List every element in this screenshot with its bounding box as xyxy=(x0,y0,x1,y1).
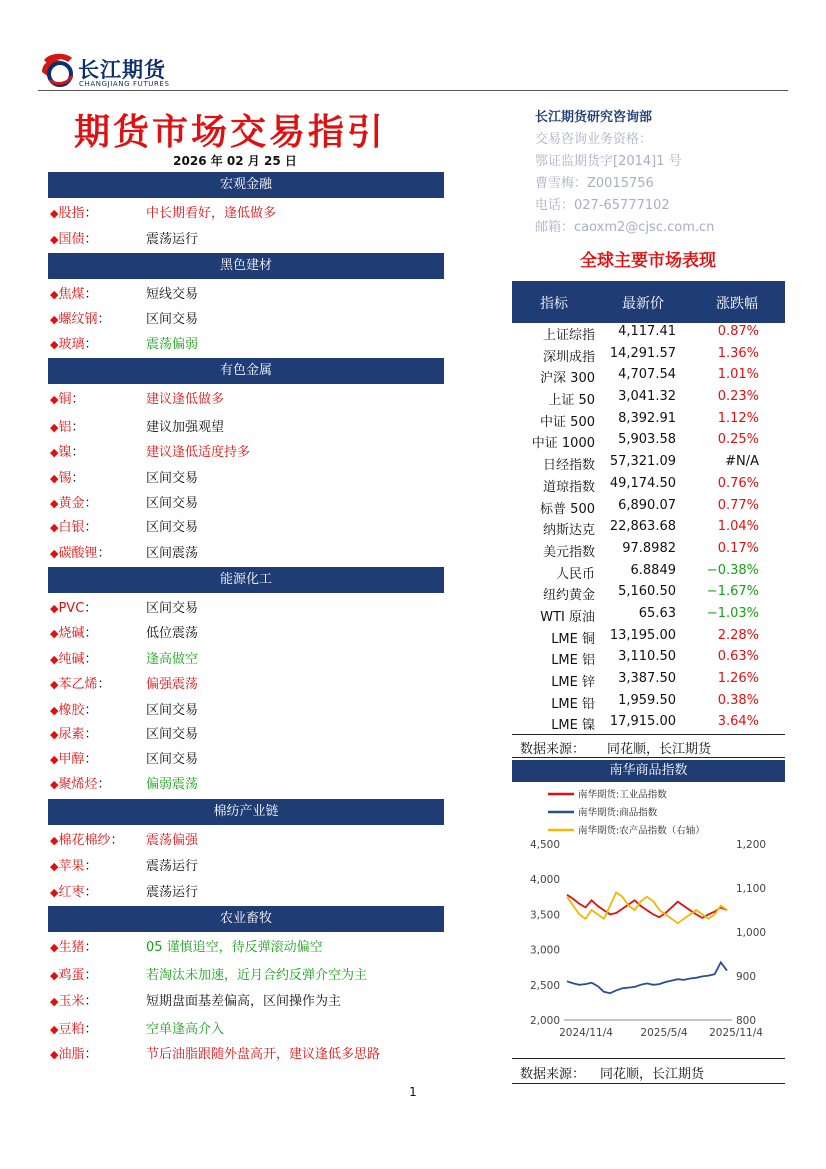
y-tick-left: 2,000 xyxy=(529,1015,560,1027)
market-change: 1.12% xyxy=(717,410,759,426)
commodity-name: 烧碱 xyxy=(58,626,85,641)
diamond-bullet-icon: ◆ xyxy=(50,338,59,351)
y-tick-right: 1,000 xyxy=(736,927,767,939)
diamond-bullet-icon: ◆ xyxy=(50,207,59,220)
market-index-name: 人民币 xyxy=(555,566,595,582)
commodity-view: 建议逢低做多 xyxy=(146,392,225,407)
contact-qualification: 交易咨询业务资格： xyxy=(535,132,653,147)
commodity-view: 偏强震荡 xyxy=(146,677,199,692)
y-tick-left: 4,500 xyxy=(529,839,560,851)
guidance-row xyxy=(48,964,444,990)
guidance-row xyxy=(48,388,444,416)
market-price: 6,890.07 xyxy=(618,497,676,513)
commodity-name: 红枣 xyxy=(58,885,85,900)
guidance-row xyxy=(48,855,444,881)
diamond-bullet-icon: ◆ xyxy=(50,995,59,1008)
commodity-view: 中长期看好，逢低做多 xyxy=(146,206,277,221)
market-change: 3.64% xyxy=(717,714,759,730)
nanhua-chart xyxy=(512,782,785,1057)
commodity-view: 05 谨慎追空，待反弹滚动偏空 xyxy=(146,940,323,955)
commodity-name: 鸡蛋 xyxy=(58,968,85,983)
guidance-row xyxy=(48,308,444,333)
y-tick-right: 800 xyxy=(736,1015,757,1027)
commodity-name: 碳酸锂 xyxy=(58,546,98,561)
col-header-change: 涨跌幅 xyxy=(716,296,758,312)
diamond-bullet-icon: ◆ xyxy=(50,472,59,485)
commodity-name: 焦煤 xyxy=(58,287,85,302)
y-tick-left: 2,500 xyxy=(529,979,560,992)
guidance-row xyxy=(48,936,444,964)
market-row xyxy=(512,496,785,518)
market-price: 5,160.50 xyxy=(618,584,676,600)
commodity-name: 油脂 xyxy=(58,1047,85,1062)
commodity-name: 苯乙烯 xyxy=(58,677,98,692)
market-index-name: 美元指数 xyxy=(542,544,595,560)
contact-analyst: 曹雪梅：Z0015756 xyxy=(535,176,654,191)
guidance-row xyxy=(48,622,444,648)
market-index-name: 标普 500 xyxy=(540,501,595,517)
market-index-name: 中证 1000 xyxy=(531,436,595,452)
x-tick: 2025/11/4 xyxy=(709,1027,763,1039)
market-row xyxy=(512,604,785,626)
guidance-row xyxy=(48,990,444,1018)
market-price: 6.8849 xyxy=(630,562,676,578)
header-divider xyxy=(38,90,788,91)
commodity-view: 区间交易 xyxy=(146,703,199,718)
report-date: 2026 年 02 月 25 日 xyxy=(173,154,297,168)
diamond-bullet-icon: ◆ xyxy=(50,446,59,459)
market-row xyxy=(512,582,785,604)
y-tick-left: 4,000 xyxy=(529,874,560,887)
market-change: −1.67% xyxy=(706,584,759,600)
market-title: 全球主要市场表现 xyxy=(580,251,716,271)
commodity-label: ◆尿素： xyxy=(50,727,98,742)
guidance-row xyxy=(48,416,444,441)
diamond-bullet-icon: ◆ xyxy=(50,1023,59,1036)
chart-source xyxy=(512,1058,785,1084)
guidance-row xyxy=(48,228,444,253)
brand-name-en: CHANGJIANG FUTURES xyxy=(79,80,170,88)
commodity-view: 节后油脂跟随外盘高开，建议逢低多思路 xyxy=(146,1047,381,1062)
market-change: 0.38% xyxy=(717,692,759,708)
guidance-row xyxy=(48,467,444,492)
section-header: 黑色建材 xyxy=(48,253,444,279)
diamond-bullet-icon: ◆ xyxy=(50,678,59,691)
section-header: 有色金属 xyxy=(48,358,444,384)
commodity-name: 股指 xyxy=(58,206,85,221)
market-row xyxy=(512,539,785,561)
market-index-name: WTI 原油 xyxy=(540,609,595,625)
guidance-row xyxy=(48,597,444,622)
commodity-name: 生猪 xyxy=(58,940,85,955)
commodity-label: ◆玻璃： xyxy=(50,337,98,352)
commodity-view: 短线交易 xyxy=(146,287,199,302)
market-index-name: 上证综指 xyxy=(542,328,595,343)
commodity-view: 区间交易 xyxy=(146,752,199,767)
market-change: 0.63% xyxy=(717,649,759,665)
commodity-view: 区间交易 xyxy=(146,601,199,616)
market-price: 3,110.50 xyxy=(618,649,676,665)
commodity-label: ◆豆粕： xyxy=(50,1022,98,1037)
market-index-name: 纳斯达克 xyxy=(542,523,595,539)
commodity-name: 纯碱 xyxy=(58,652,85,667)
commodity-name: 尿素 xyxy=(58,727,85,742)
market-row xyxy=(512,322,785,344)
market-row xyxy=(512,669,785,691)
department-name: 长江期货研究咨询部 xyxy=(535,110,653,125)
y-tick-left: 3,500 xyxy=(529,909,560,922)
diamond-bullet-icon: ◆ xyxy=(50,288,59,301)
market-index-name: 纽约黄金 xyxy=(542,588,595,604)
source-label: 数据来源： xyxy=(520,742,586,757)
diamond-bullet-icon: ◆ xyxy=(50,393,59,406)
guidance-row xyxy=(48,441,444,467)
market-price: 22,863.68 xyxy=(609,519,676,535)
market-table xyxy=(512,322,785,734)
commodity-name: 国债 xyxy=(58,232,85,247)
commodity-label: ◆焦煤： xyxy=(50,287,98,302)
commodity-view: 区间交易 xyxy=(146,312,199,327)
market-index-name: LME 锌 xyxy=(551,675,595,690)
diamond-bullet-icon: ◆ xyxy=(50,421,59,434)
commodity-name: 豆粕 xyxy=(58,1022,85,1037)
market-price: 3,041.32 xyxy=(618,389,676,405)
commodity-view: 区间震荡 xyxy=(146,546,199,561)
guidance-row xyxy=(48,333,444,358)
market-index-name: 沪深 300 xyxy=(540,371,595,387)
commodity-view: 区间交易 xyxy=(146,520,199,535)
diamond-bullet-icon: ◆ xyxy=(50,521,59,534)
commodity-label: ◆聚烯烃： xyxy=(50,777,111,792)
section-header: 能源化工 xyxy=(48,567,444,593)
commodity-view: 若淘汰未加速，近月合约反弹介空为主 xyxy=(146,968,368,983)
market-change: 0.17% xyxy=(717,540,759,556)
source-value: 同花顺，长江期货 xyxy=(607,742,712,757)
guidance-row xyxy=(48,648,444,673)
legend-entry: 南华期货:农产品指数（右轴） xyxy=(578,825,705,837)
diamond-bullet-icon: ◆ xyxy=(50,653,59,666)
commodity-label: ◆生猪： xyxy=(50,940,98,955)
diamond-bullet-icon: ◆ xyxy=(50,969,59,982)
commodity-name: 苹果 xyxy=(58,859,85,874)
market-row xyxy=(512,517,785,539)
commodity-name: 棉花棉纱 xyxy=(58,833,111,848)
market-change: 1.36% xyxy=(717,345,759,361)
commodity-label: ◆棉花棉纱： xyxy=(50,833,124,848)
market-price: 8,392.91 xyxy=(618,410,676,426)
commodity-label: ◆红枣： xyxy=(50,885,98,900)
diamond-bullet-icon: ◆ xyxy=(50,860,59,873)
commodity-label: ◆螺纹钢： xyxy=(50,312,111,327)
market-change: 0.76% xyxy=(717,475,759,491)
market-change: 0.87% xyxy=(717,324,759,339)
y-tick-right: 1,100 xyxy=(736,883,767,895)
diamond-bullet-icon: ◆ xyxy=(50,313,59,326)
commodity-name: PVC xyxy=(58,601,85,616)
commodity-view: 震荡运行 xyxy=(146,885,199,900)
series-line xyxy=(567,962,727,993)
market-row xyxy=(512,452,785,474)
market-index-name: 深圳成指 xyxy=(542,349,595,365)
commodity-name: 螺纹钢 xyxy=(58,312,98,327)
diamond-bullet-icon: ◆ xyxy=(50,941,59,954)
commodity-view: 震荡偏强 xyxy=(146,833,199,848)
commodity-view: 短期盘面基差偏高，区间操作为主 xyxy=(146,994,342,1009)
commodity-label: ◆白银： xyxy=(50,520,98,535)
market-price: 4,117.41 xyxy=(618,324,676,339)
diamond-bullet-icon: ◆ xyxy=(50,233,59,246)
commodity-view: 震荡运行 xyxy=(146,859,199,874)
diamond-bullet-icon: ◆ xyxy=(50,547,59,560)
market-price: 57,321.09 xyxy=(609,454,676,470)
brand-name: 长江期货 xyxy=(78,58,166,82)
chart-source-value: 同花顺，长江期货 xyxy=(600,1067,705,1082)
guidance-row xyxy=(48,829,444,855)
commodity-label: ◆国债： xyxy=(50,232,98,247)
market-index-name: LME 铝 xyxy=(551,653,595,669)
commodity-label: ◆烧碱： xyxy=(50,626,98,641)
commodity-view: 区间交易 xyxy=(146,496,199,511)
commodity-label: ◆铝： xyxy=(50,420,85,435)
commodity-view: 区间交易 xyxy=(146,727,199,742)
guidance-row xyxy=(48,542,444,567)
diamond-bullet-icon: ◆ xyxy=(50,886,59,899)
diamond-bullet-icon: ◆ xyxy=(50,627,59,640)
commodity-label: ◆纯碱： xyxy=(50,652,98,667)
company-logo xyxy=(38,48,208,92)
market-price: 14,291.57 xyxy=(609,345,676,361)
diamond-bullet-icon: ◆ xyxy=(50,704,59,717)
section-header: 农业畜牧 xyxy=(48,906,444,932)
commodity-label: ◆碳酸锂： xyxy=(50,546,111,561)
commodity-view: 逢高做空 xyxy=(146,652,199,667)
contact-phone: 电话：027-65777102 xyxy=(535,198,670,213)
market-row xyxy=(512,647,785,669)
commodity-label: ◆股指： xyxy=(50,206,98,221)
diamond-bullet-icon: ◆ xyxy=(50,728,59,741)
market-table-header xyxy=(512,281,785,323)
commodity-name: 锡 xyxy=(58,471,72,486)
commodity-label: ◆甲醇： xyxy=(50,752,98,767)
legend-entry: 南华期货:商品指数 xyxy=(578,807,658,819)
market-price: 65.63 xyxy=(638,605,676,621)
market-row xyxy=(512,365,785,387)
legend-entry: 南华期货:工业品指数 xyxy=(578,789,667,801)
market-index-name: LME 镍 xyxy=(551,718,595,734)
diamond-bullet-icon: ◆ xyxy=(50,834,59,847)
commodity-name: 铜 xyxy=(58,392,72,407)
commodity-name: 铝 xyxy=(58,420,72,435)
market-row xyxy=(512,387,785,409)
section-header: 棉纺产业链 xyxy=(48,799,444,825)
x-tick: 2025/5/4 xyxy=(640,1027,688,1039)
commodity-name: 聚烯烃 xyxy=(58,777,98,792)
commodity-name: 玉米 xyxy=(58,994,85,1009)
market-index-name: 中证 500 xyxy=(540,414,595,430)
contact-email: 邮箱：caoxm2@cjsc.com.cn xyxy=(535,220,715,235)
commodity-label: ◆锡： xyxy=(50,471,85,486)
commodity-name: 镍 xyxy=(58,445,72,460)
diamond-bullet-icon: ◆ xyxy=(50,497,59,510)
market-change: −0.38% xyxy=(706,562,759,578)
market-row xyxy=(512,409,785,431)
guidance-row xyxy=(48,773,444,799)
guidance-row xyxy=(48,1043,444,1068)
diamond-bullet-icon: ◆ xyxy=(50,602,59,615)
market-price: 17,915.00 xyxy=(609,714,676,730)
contact-license: 鄂证监期货字[2014]1 号 xyxy=(535,154,682,169)
nanhua-header: 南华商品指数 xyxy=(512,760,785,782)
market-change: −1.03% xyxy=(706,605,759,621)
guidance-row xyxy=(48,723,444,748)
commodity-name: 橡胶 xyxy=(58,703,85,718)
commodity-name: 黄金 xyxy=(58,496,85,511)
commodity-name: 玻璃 xyxy=(58,337,85,352)
market-row xyxy=(512,626,785,648)
guidance-row xyxy=(48,283,444,308)
commodity-label: ◆油脂： xyxy=(50,1047,98,1062)
market-row xyxy=(512,344,785,366)
guidance-row xyxy=(48,881,444,906)
guidance-row xyxy=(48,699,444,723)
col-header-index: 指标 xyxy=(540,296,568,312)
commodity-label: ◆铜： xyxy=(50,392,85,407)
market-index-name: 上证 50 xyxy=(548,393,595,409)
commodity-label: ◆PVC： xyxy=(50,601,98,616)
commodity-view: 震荡运行 xyxy=(146,232,199,247)
guidance-row xyxy=(48,516,444,542)
y-tick-left: 3,000 xyxy=(529,944,560,957)
page-number: 1 xyxy=(409,1085,417,1099)
y-tick-right: 1,200 xyxy=(736,839,767,851)
market-change: 0.77% xyxy=(717,497,759,513)
commodity-view: 震荡偏弱 xyxy=(146,337,199,352)
guidance-row xyxy=(48,673,444,699)
commodity-label: ◆黄金： xyxy=(50,496,98,511)
market-change: 0.25% xyxy=(717,432,759,448)
guidance-panel xyxy=(48,172,444,1068)
market-price: 97.8982 xyxy=(622,540,676,556)
commodity-name: 甲醇 xyxy=(58,752,85,767)
commodity-view: 低位震荡 xyxy=(146,626,199,641)
guidance-row xyxy=(48,492,444,516)
page-title: 期货市场交易指引 xyxy=(73,112,386,153)
chart-source-label: 数据来源： xyxy=(520,1067,586,1082)
guidance-row xyxy=(48,202,444,228)
section-header: 宏观金融 xyxy=(48,172,444,198)
market-row xyxy=(512,561,785,583)
market-price: 3,387.50 xyxy=(618,671,676,686)
x-tick: 2024/11/4 xyxy=(559,1027,613,1039)
commodity-view: 建议加强观望 xyxy=(146,420,225,435)
market-change: 0.23% xyxy=(717,389,759,405)
market-price: 4,707.54 xyxy=(618,367,676,383)
commodity-view: 空单逢高介入 xyxy=(146,1022,225,1037)
commodity-label: ◆苯乙烯： xyxy=(50,677,111,692)
market-index-name: 日经指数 xyxy=(542,458,595,474)
market-index-name: LME 铅 xyxy=(551,696,595,712)
market-change: 1.26% xyxy=(717,671,759,686)
market-index-name: 道琼指数 xyxy=(542,479,595,495)
y-tick-right: 900 xyxy=(736,971,757,983)
market-price: 5,903.58 xyxy=(618,432,676,448)
col-header-price: 最新价 xyxy=(622,296,664,312)
market-change: 2.28% xyxy=(717,627,759,643)
guidance-row xyxy=(48,1018,444,1043)
commodity-view: 建议逢低适度持多 xyxy=(146,445,251,460)
diamond-bullet-icon: ◆ xyxy=(50,1048,59,1061)
market-change: #N/A xyxy=(725,454,759,470)
guidance-row xyxy=(48,748,444,773)
diamond-bullet-icon: ◆ xyxy=(50,753,59,766)
commodity-label: ◆镍： xyxy=(50,445,85,460)
commodity-label: ◆苹果： xyxy=(50,859,98,874)
diamond-bullet-icon: ◆ xyxy=(50,778,59,791)
commodity-name: 白银 xyxy=(58,520,85,535)
market-change: 1.04% xyxy=(717,519,759,535)
commodity-view: 偏弱震荡 xyxy=(146,777,199,792)
market-row xyxy=(512,712,785,734)
market-change: 1.01% xyxy=(717,367,759,383)
commodity-label: ◆橡胶： xyxy=(50,703,98,718)
market-price: 49,174.50 xyxy=(609,475,676,491)
market-index-name: LME 铜 xyxy=(551,631,595,647)
market-row xyxy=(512,474,785,496)
market-row xyxy=(512,430,785,452)
dragon-icon xyxy=(38,50,78,90)
market-row xyxy=(512,691,785,713)
table-source xyxy=(512,734,785,758)
commodity-label: ◆鸡蛋： xyxy=(50,968,98,983)
commodity-label: ◆玉米： xyxy=(50,994,98,1009)
commodity-view: 区间交易 xyxy=(146,471,199,486)
market-price: 1,959.50 xyxy=(618,692,676,708)
market-price: 13,195.00 xyxy=(609,627,676,643)
